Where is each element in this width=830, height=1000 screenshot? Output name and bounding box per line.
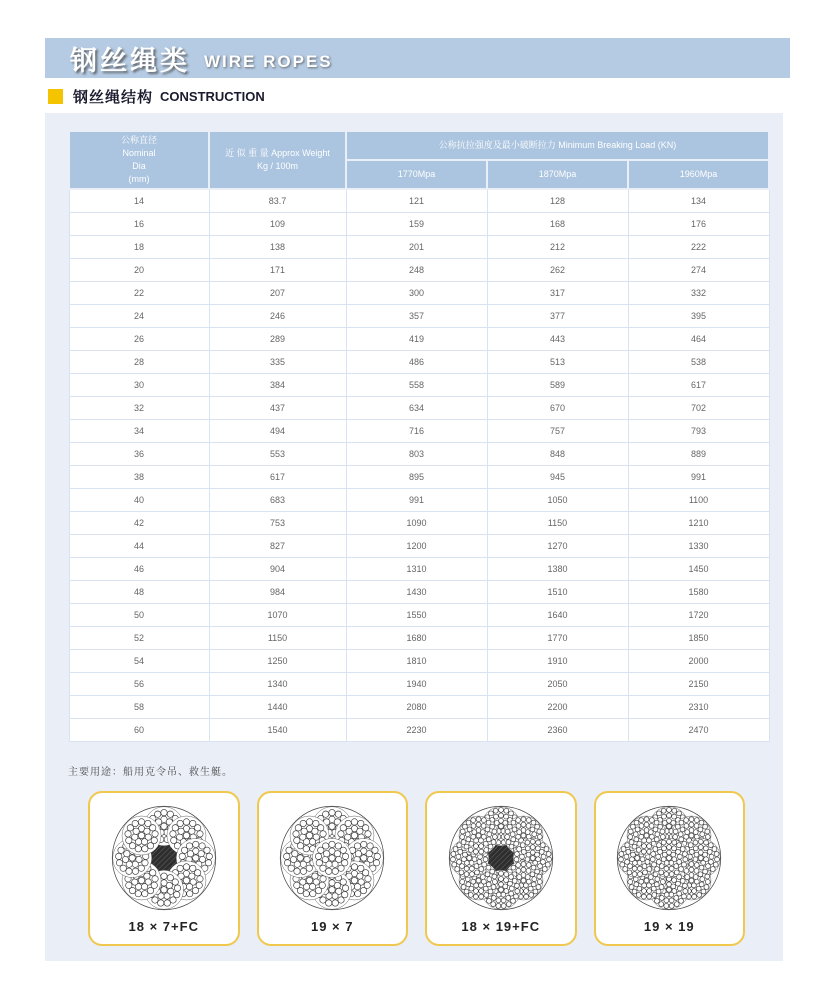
header-grade-1870: 1870Mpa: [487, 160, 628, 189]
cell-load: 1810: [346, 649, 487, 672]
rope-cross-section-diagram: [610, 799, 728, 917]
cell-weight: 1150: [209, 626, 346, 649]
table-row: [69, 672, 769, 695]
table-row: [69, 557, 769, 580]
table-row: [69, 488, 769, 511]
rope-card-19-7: [257, 791, 409, 946]
cell-load: 1550: [346, 603, 487, 626]
table-row: [69, 695, 769, 718]
cell-weight: 246: [209, 304, 346, 327]
cell-load: 128: [487, 189, 628, 212]
cell-load: 2470: [628, 718, 769, 741]
cell-load: 2000: [628, 649, 769, 672]
cell-load: 1090: [346, 511, 487, 534]
cell-dia: 50: [69, 603, 209, 626]
cell-load: 248: [346, 258, 487, 281]
spec-table: [68, 130, 770, 742]
table-row: [69, 350, 769, 373]
header-dia-unit: (mm): [128, 174, 150, 185]
table-row: [69, 511, 769, 534]
cell-dia: 44: [69, 534, 209, 557]
cell-dia: 54: [69, 649, 209, 672]
cell-load: 1050: [487, 488, 628, 511]
cell-dia: 32: [69, 396, 209, 419]
cell-load: 848: [487, 442, 628, 465]
cell-load: 1640: [487, 603, 628, 626]
header-grade-1960: 1960Mpa: [628, 160, 769, 189]
table-row: [69, 649, 769, 672]
cell-load: 1850: [628, 626, 769, 649]
rope-card-label: 19 × 7: [310, 919, 354, 934]
cell-load: 1310: [346, 557, 487, 580]
header-nominal-dia: [69, 131, 209, 189]
cell-weight: 171: [209, 258, 346, 281]
cell-load: 300: [346, 281, 487, 304]
cell-load: 1430: [346, 580, 487, 603]
cell-dia: 14: [69, 189, 209, 212]
cell-load: 538: [628, 350, 769, 373]
cell-load: 332: [628, 281, 769, 304]
cell-load: 1910: [487, 649, 628, 672]
cell-weight: 494: [209, 419, 346, 442]
cell-load: 121: [346, 189, 487, 212]
table-row: [69, 189, 769, 212]
cell-load: 222: [628, 235, 769, 258]
cell-dia: 42: [69, 511, 209, 534]
rope-card-label: 18 × 7+FC: [128, 919, 199, 934]
cell-load: 589: [487, 373, 628, 396]
rope-cross-section-diagram: [273, 799, 391, 917]
table-row: [69, 603, 769, 626]
table-row: [69, 442, 769, 465]
table-row: [69, 212, 769, 235]
cell-load: 2050: [487, 672, 628, 695]
cell-weight: 384: [209, 373, 346, 396]
cell-load: 895: [346, 465, 487, 488]
table-row: [69, 718, 769, 741]
cell-load: 377: [487, 304, 628, 327]
header-grade-1770: 1770Mpa: [346, 160, 487, 189]
cell-load: 2080: [346, 695, 487, 718]
header-weight-line2: Kg / 100m: [256, 161, 299, 172]
rope-cross-section-diagram: [442, 799, 560, 917]
cell-load: 1720: [628, 603, 769, 626]
spec-table-header: [69, 131, 769, 189]
cell-load: 1330: [628, 534, 769, 557]
cell-load: 634: [346, 396, 487, 419]
cell-load: 2360: [487, 718, 628, 741]
section-title-en: CONSTRUCTION: [160, 89, 265, 104]
cell-load: 262: [487, 258, 628, 281]
cell-weight: 289: [209, 327, 346, 350]
cell-load: 945: [487, 465, 628, 488]
cell-dia: 40: [69, 488, 209, 511]
cell-dia: 36: [69, 442, 209, 465]
page-title-en: WIRE ROPES: [204, 52, 333, 71]
cell-load: 464: [628, 327, 769, 350]
cell-weight: 1340: [209, 672, 346, 695]
cell-load: 2200: [487, 695, 628, 718]
header-breaking-load: 公称抗拉强度及最小破断拉力 Minimum Breaking Load (KN): [346, 131, 769, 160]
cell-dia: 48: [69, 580, 209, 603]
page-banner: [45, 38, 790, 78]
cell-load: 513: [487, 350, 628, 373]
cell-load: 201: [346, 235, 487, 258]
cell-load: 803: [346, 442, 487, 465]
table-row: [69, 327, 769, 350]
cell-load: 1510: [487, 580, 628, 603]
table-row: [69, 419, 769, 442]
cell-weight: 138: [209, 235, 346, 258]
cell-weight: 553: [209, 442, 346, 465]
cell-dia: 28: [69, 350, 209, 373]
cell-load: 1450: [628, 557, 769, 580]
table-row: [69, 373, 769, 396]
table-row: [69, 396, 769, 419]
cell-dia: 20: [69, 258, 209, 281]
section-heading: [48, 86, 788, 106]
cell-dia: 46: [69, 557, 209, 580]
cell-load: 991: [346, 488, 487, 511]
cell-weight: 683: [209, 488, 346, 511]
rope-card-label: 19 × 19: [643, 919, 695, 934]
rope-card-label: 18 × 19+FC: [461, 919, 541, 934]
cell-dia: 34: [69, 419, 209, 442]
cell-load: 357: [346, 304, 487, 327]
construction-cards: [88, 791, 745, 946]
table-row: [69, 304, 769, 327]
cell-dia: 56: [69, 672, 209, 695]
cell-load: 1770: [487, 626, 628, 649]
cell-weight: 109: [209, 212, 346, 235]
cell-weight: 827: [209, 534, 346, 557]
cell-weight: 437: [209, 396, 346, 419]
cell-load: 670: [487, 396, 628, 419]
cell-weight: 1540: [209, 718, 346, 741]
cell-weight: 1250: [209, 649, 346, 672]
cell-weight: 753: [209, 511, 346, 534]
cell-load: 558: [346, 373, 487, 396]
yellow-square-icon: [48, 89, 63, 104]
cell-load: 2310: [628, 695, 769, 718]
cell-weight: 83.7: [209, 189, 346, 212]
cell-load: 1940: [346, 672, 487, 695]
cell-load: 212: [487, 235, 628, 258]
cell-load: 395: [628, 304, 769, 327]
cell-load: 443: [487, 327, 628, 350]
cell-dia: 38: [69, 465, 209, 488]
cell-weight: 984: [209, 580, 346, 603]
cell-load: 168: [487, 212, 628, 235]
cell-dia: 58: [69, 695, 209, 718]
cell-load: 134: [628, 189, 769, 212]
rope-card-19-19: [594, 791, 746, 946]
usage-note: 主要用途：船用克令吊、救生艇。: [68, 767, 233, 778]
cell-load: 2150: [628, 672, 769, 695]
cell-weight: 207: [209, 281, 346, 304]
rope-card-18-19-fc: [425, 791, 577, 946]
cell-weight: 1070: [209, 603, 346, 626]
cell-dia: 22: [69, 281, 209, 304]
table-row: [69, 281, 769, 304]
cell-load: 1150: [487, 511, 628, 534]
cell-dia: 30: [69, 373, 209, 396]
cell-dia: 16: [69, 212, 209, 235]
cell-load: 1270: [487, 534, 628, 557]
header-weight-line1: 近 似 重 量 Approx Weight: [225, 148, 330, 159]
cell-load: 1100: [628, 488, 769, 511]
header-dia-en1: Nominal: [122, 148, 156, 159]
header-approx-weight: [209, 131, 346, 189]
cell-load: 1680: [346, 626, 487, 649]
section-title-cn: 钢丝绳结构: [73, 88, 154, 106]
cell-weight: 1440: [209, 695, 346, 718]
rope-card-18-7-fc: [88, 791, 240, 946]
cell-load: 274: [628, 258, 769, 281]
cell-weight: 335: [209, 350, 346, 373]
table-row: [69, 235, 769, 258]
cell-weight: 904: [209, 557, 346, 580]
cell-load: 159: [346, 212, 487, 235]
cell-load: 2230: [346, 718, 487, 741]
cell-load: 991: [628, 465, 769, 488]
spec-table-body: [69, 189, 769, 741]
cell-load: 486: [346, 350, 487, 373]
table-row: [69, 258, 769, 281]
table-row: [69, 580, 769, 603]
cell-load: 1380: [487, 557, 628, 580]
cell-load: 702: [628, 396, 769, 419]
cell-load: 716: [346, 419, 487, 442]
header-dia-cn: 公称直径: [120, 135, 157, 145]
cell-dia: 26: [69, 327, 209, 350]
cell-load: 793: [628, 419, 769, 442]
table-row: [69, 626, 769, 649]
cell-dia: 24: [69, 304, 209, 327]
rope-cross-section-diagram: [105, 799, 223, 917]
cell-weight: 617: [209, 465, 346, 488]
cell-dia: 60: [69, 718, 209, 741]
table-row: [69, 465, 769, 488]
cell-load: 1210: [628, 511, 769, 534]
cell-load: 176: [628, 212, 769, 235]
header-dia-en2: Dia: [132, 161, 146, 172]
cell-load: 889: [628, 442, 769, 465]
cell-load: 757: [487, 419, 628, 442]
cell-dia: 52: [69, 626, 209, 649]
cell-dia: 18: [69, 235, 209, 258]
table-row: [69, 534, 769, 557]
cell-load: 1200: [346, 534, 487, 557]
cell-load: 419: [346, 327, 487, 350]
cell-load: 617: [628, 373, 769, 396]
cell-load: 317: [487, 281, 628, 304]
page-title-cn: 钢丝绳类: [70, 45, 190, 76]
content-panel: [45, 113, 783, 961]
cell-load: 1580: [628, 580, 769, 603]
